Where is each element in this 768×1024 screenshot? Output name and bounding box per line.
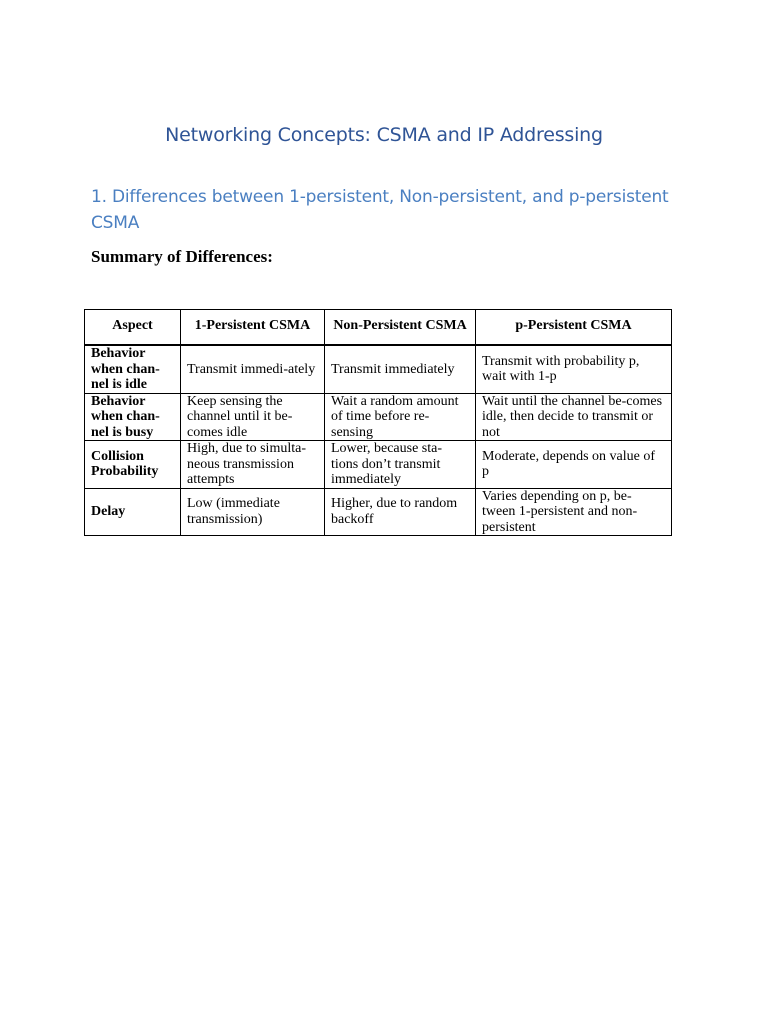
section-heading: 1. Differences between 1-persistent, Non-persistent, and p-persistent CSMA xyxy=(91,187,669,233)
table-cell: Transmit immediately xyxy=(325,345,476,393)
table-cell-aspect: Behavior when chan-nel is idle xyxy=(85,345,181,393)
table-header-row xyxy=(85,310,672,346)
summary-subheading: Summary of Differences: xyxy=(91,247,273,266)
table-cell: Keep sensing the channel until it be-comes idle xyxy=(181,393,325,441)
table-row xyxy=(85,441,672,489)
table-cell: Wait a random amount of time before re-sensing xyxy=(325,393,476,441)
table-cell: Higher, due to random backoff xyxy=(325,488,476,536)
page-title: Networking Concepts: CSMA and IP Addressing xyxy=(165,124,603,146)
table-cell: Moderate, depends on value of p xyxy=(476,441,672,489)
csma-comparison-table xyxy=(84,309,672,536)
table-cell-aspect: Collision Probability xyxy=(85,441,181,489)
table-cell: Low (immediate transmission) xyxy=(181,488,325,536)
table-cell: Wait until the channel be-comes idle, then decide to transmit or not xyxy=(476,393,672,441)
header-1-persistent: 1-Persistent CSMA xyxy=(181,310,325,346)
header-aspect: Aspect xyxy=(85,310,181,346)
table-cell: Transmit immedi-ately xyxy=(181,345,325,393)
table-row xyxy=(85,345,672,393)
table-cell: Lower, because sta-tions don’t transmit immediately xyxy=(325,441,476,489)
table-cell: High, due to simulta-neous transmission attempts xyxy=(181,441,325,489)
table-cell-aspect: Behavior when chan-nel is busy xyxy=(85,393,181,441)
table-cell-aspect: Delay xyxy=(85,488,181,536)
header-p-persistent: p-Persistent CSMA xyxy=(476,310,672,346)
header-non-persistent: Non-Persistent CSMA xyxy=(325,310,476,346)
table-cell: Varies depending on p, be-tween 1-persistent and non-persistent xyxy=(476,488,672,536)
table-row xyxy=(85,393,672,441)
table-cell: Transmit with probability p, wait with 1-p xyxy=(476,345,672,393)
table-row xyxy=(85,488,672,536)
